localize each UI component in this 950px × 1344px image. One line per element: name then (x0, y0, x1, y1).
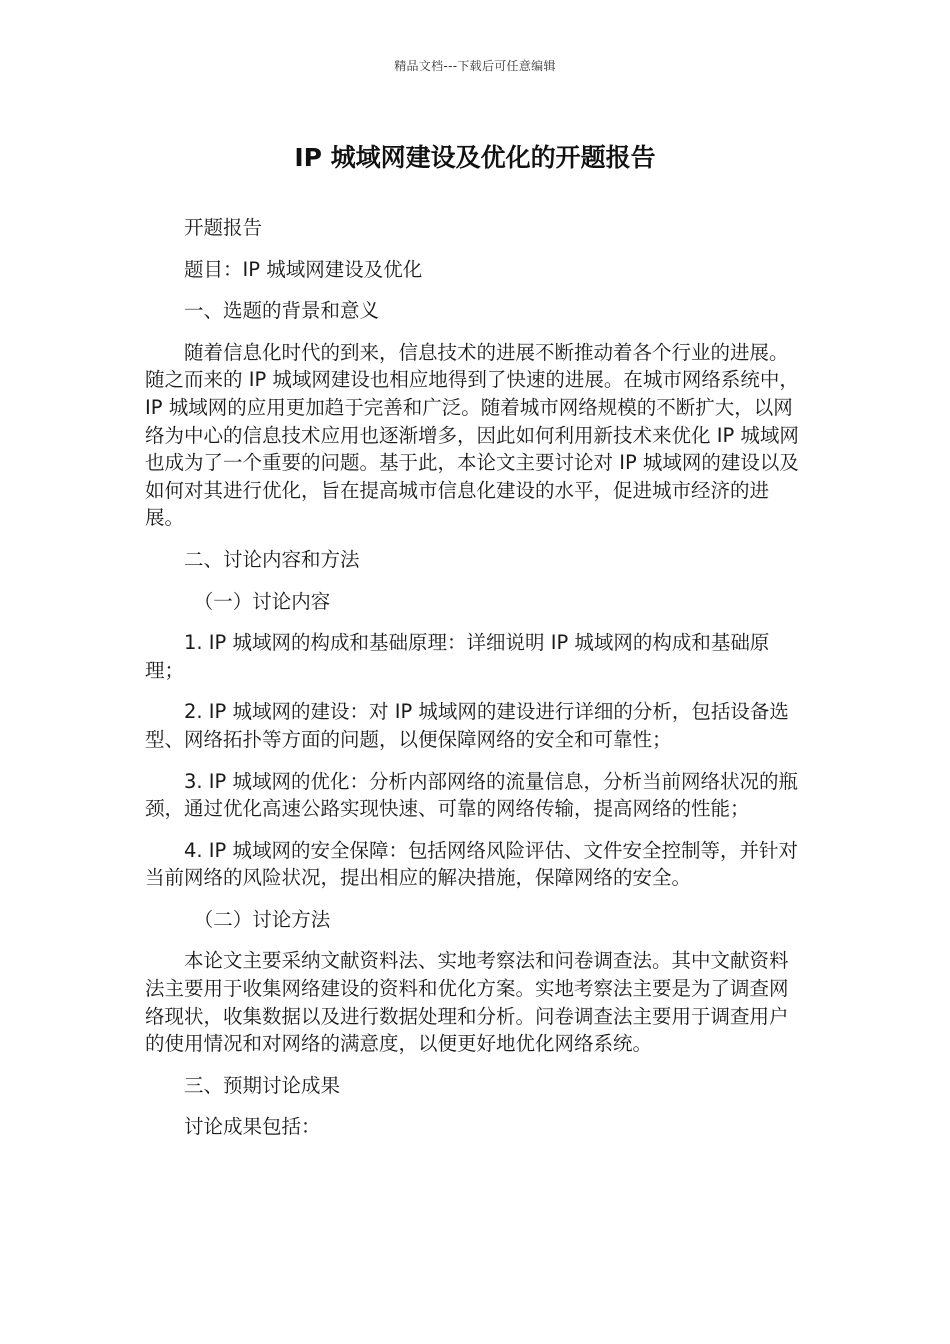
paragraph-background: 随着信息化时代的到来，信息技术的进展不断推动着各个行业的进展。随之而来的 IP 城域网建设也相应地得到了快速的进展。在城市网络系统中，IP 城域网的应用更加趋于完善和广泛。随着城市网络规模的不断扩大，以网络为中心的信息技术应用也逐渐增多，因此如何利用新技术来优化 IP 城域网也成为了一个重要的问题。基于此，本论文主要讨论对 IP 城域网的建设以及如何对其进行优化，旨在提高城市信息化建设的水平，促进城市经济的进展。 (145, 340, 799, 530)
paragraph-label: 开题报告 (184, 216, 263, 239)
list-item: 1. IP 城域网的构成和基础原理：详细说明 IP 城域网的构成和基础原理； (145, 631, 770, 682)
paragraph-methods: 本论文主要采纳文献资料法、实地考察法和问卷调查法。其中文献资料法主要用于收集网络建设的资料和优化方案。实地考察法主要是为了调查网络现状，收集数据以及进行数据处理和分析。问卷调查法主要用于调查用户的使用情况和对网络的满意度，以便更好地优化网络系统。 (145, 949, 789, 1056)
section-heading: 一、选题的背景和意义 (184, 299, 380, 323)
subsection-heading: （二）讨论方法 (193, 907, 331, 931)
paragraph-topic: 题目：IP 城域网建设及优化 (184, 257, 423, 281)
list-item: 3. IP 城域网的优化：分析内部网络的流量信息，分析当前网络状况的瓶颈，通过优化高速公路实现快速、可靠的网络传输，提高网络的性能； (145, 769, 799, 821)
section-heading: 二、讨论内容和方法 (184, 547, 360, 571)
list-item: 2. IP 城域网的建设：对 IP 城域网的建设进行详细的分析，包括设备选型、网络拓扑等方面的问题，以便保障网络的安全和可靠性； (145, 700, 789, 751)
section-heading: 三、预期讨论成果 (184, 1073, 341, 1097)
document-title: IP 城域网建设及优化的开题报告 (294, 143, 656, 172)
list-item: 4. IP 城域网的安全保障：包括网络风险评估、文件安全控制等，并针对当前网络的风险状况，提出相应的解决措施，保障网络的安全。 (145, 838, 799, 890)
paragraph-results-intro: 讨论成果包括： (184, 1115, 321, 1139)
subsection-heading: （一）讨论内容 (193, 589, 331, 613)
document-body (145, 214, 807, 1155)
header-note: 精品文档---下载后可任意编辑 (394, 59, 556, 73)
